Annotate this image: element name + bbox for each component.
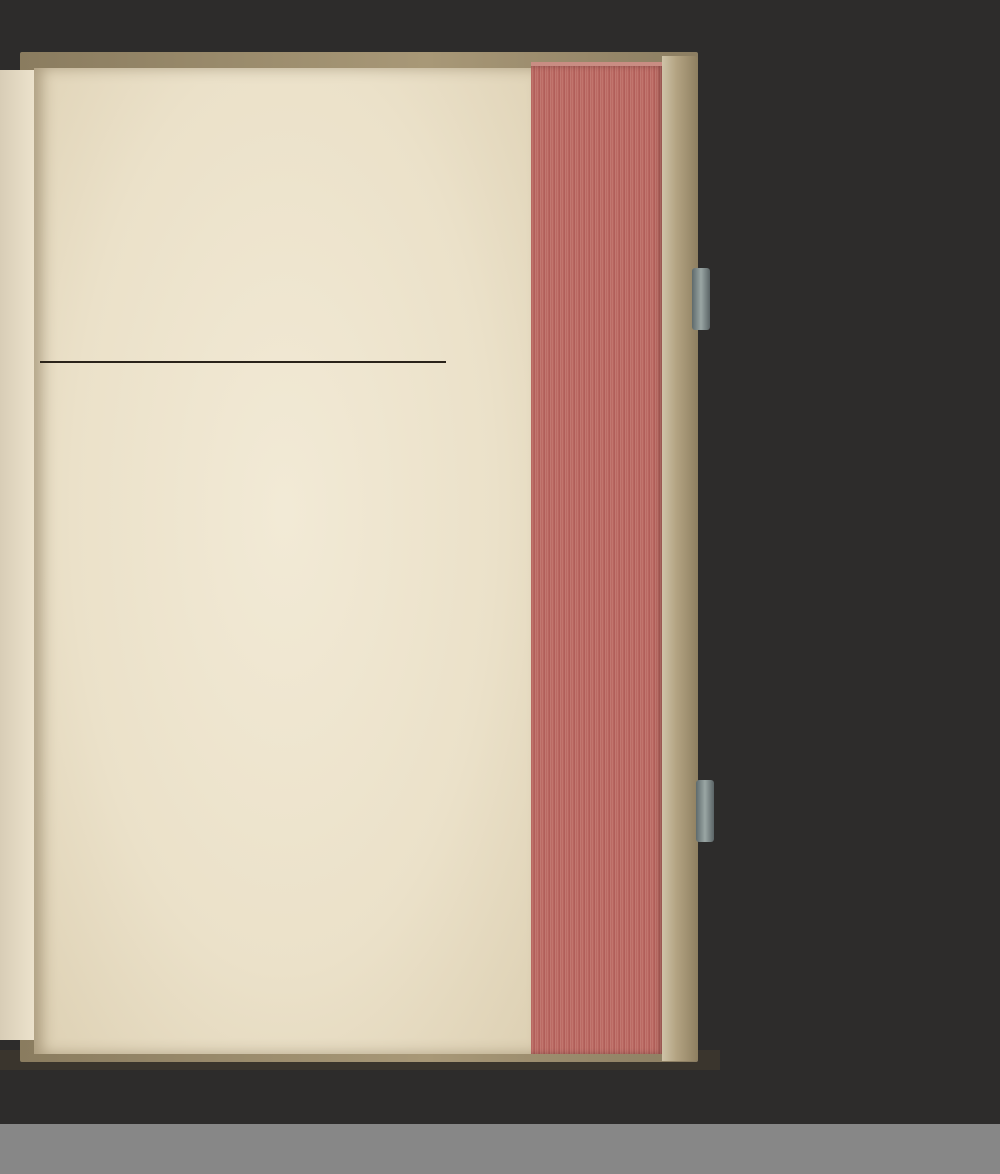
library-footer [0, 1124, 1000, 1174]
section-rule [40, 361, 446, 363]
library-logo-icon [0, 1128, 48, 1170]
fore-edge [531, 66, 664, 1054]
upper-clasp [692, 268, 710, 330]
board-edge [662, 56, 698, 1061]
lower-clasp [696, 780, 714, 842]
left-page [0, 70, 34, 1040]
right-page [34, 68, 534, 1054]
